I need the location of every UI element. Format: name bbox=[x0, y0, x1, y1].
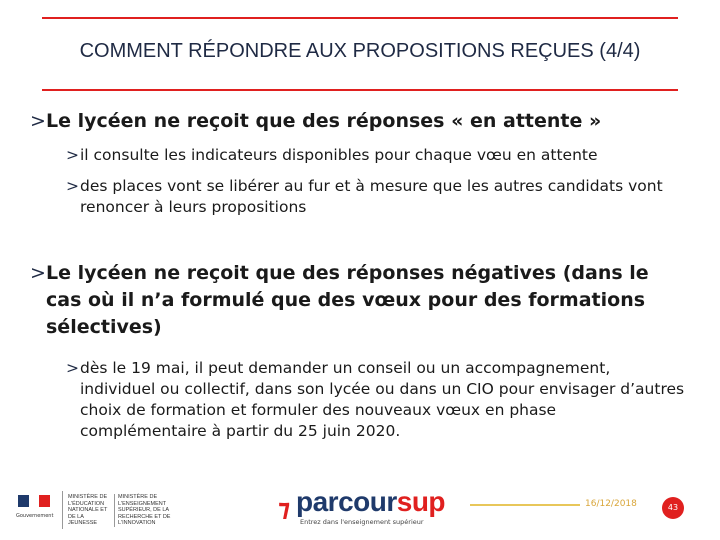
bullet-2-sub-1-text: dès le 19 mai, il peut demander un conseil ou un accompagnement, individuel ou collectif, dans son lycée ou dans un CIO pour envisager d’autres choix de formation et formuler des nouveaux vœux en phase complémentaire à partir du 25 juin 2020. bbox=[80, 359, 685, 440]
title-bottom-rule bbox=[42, 89, 678, 91]
bullet-1-sub-2-text: des places vont se libérer au fur et à mesure que les autres candidats vont renoncer à leurs propositions bbox=[80, 177, 663, 216]
chevron-right-icon: > bbox=[30, 262, 46, 284]
page-number-badge: 43 bbox=[662, 497, 684, 519]
bullet-1-sub-1 bbox=[66, 145, 686, 166]
chevron-right-icon: > bbox=[66, 177, 79, 195]
government-logo bbox=[14, 491, 63, 529]
parcoursup-mark-icon: ⁊ bbox=[278, 494, 291, 522]
government-logo-text: Gouvernement bbox=[16, 513, 54, 519]
parcoursup-tagline: Entrez dans l'enseignement supérieur bbox=[300, 518, 424, 526]
chevron-right-icon: > bbox=[30, 110, 46, 132]
parcoursup-logo bbox=[278, 484, 448, 528]
footer-divider bbox=[470, 504, 580, 506]
ministry-education-label: MINISTÈRE DE L'ÉDUCATION NATIONALE ET DE LA JEUNESSE bbox=[68, 494, 115, 527]
bullet-2-text: Le lycéen ne reçoit que des réponses négatives (dans le cas où il n’a formulé que des vœux pour des formations sélectives) bbox=[46, 262, 649, 338]
bullet-1-text: Le lycéen ne reçoit que des réponses « en attente » bbox=[46, 110, 602, 132]
bullet-2-sub-1 bbox=[66, 358, 686, 442]
slide-title: COMMENT RÉPONDRE AUX PROPOSITIONS REÇUES (4/4) bbox=[79, 40, 641, 62]
bullet-2 bbox=[30, 260, 690, 341]
chevron-right-icon: > bbox=[66, 359, 79, 377]
slide-footer bbox=[0, 480, 720, 540]
chevron-right-icon: > bbox=[66, 146, 79, 164]
title-top-rule bbox=[42, 17, 678, 19]
parcoursup-wordmark: parcoursup bbox=[296, 486, 446, 517]
bullet-1-sub-2 bbox=[66, 176, 686, 218]
ministry-higher-education-label: MINISTÈRE DE L'ENSEIGNEMENT SUPÉRIEUR, DE LA RECHERCHE ET DE L'INNOVATION bbox=[118, 494, 171, 526]
bullet-1-sub-1-text: il consulte les indicateurs disponibles pour chaque vœu en attente bbox=[80, 146, 598, 164]
footer-date: 16/12/2018 bbox=[585, 499, 637, 509]
bullet-1 bbox=[30, 108, 690, 135]
flag-icon bbox=[18, 495, 50, 507]
